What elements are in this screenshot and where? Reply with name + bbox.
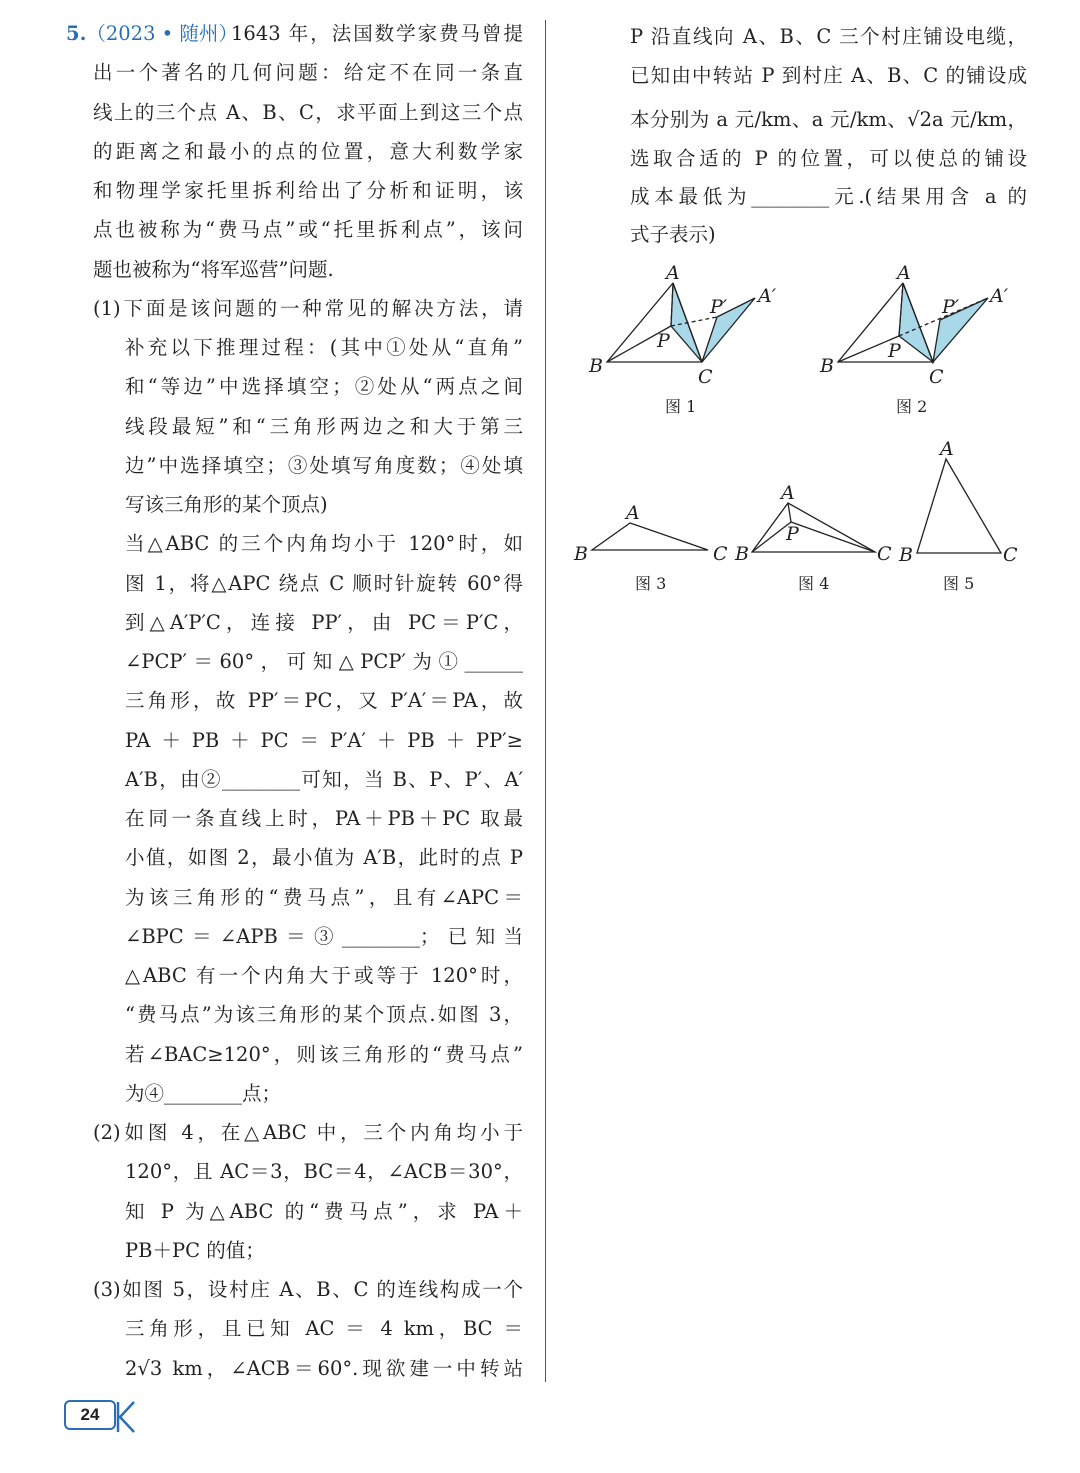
caption-fig-1: 图 1 [665, 397, 697, 416]
label-b: B [574, 543, 588, 565]
text-line: 补充以下推理过程：(其中①处从“直角” [125, 336, 523, 359]
label-p: P [786, 523, 799, 545]
text-line: 2√3 km，∠ACB＝60°.现欲建一中转站 [125, 1356, 523, 1380]
text-line: 已知由中转站 P 到村庄 A、B、C 的铺设成 [630, 64, 1027, 87]
text-line: 线段最短”和“三角形两边之和大于第三 [125, 414, 523, 438]
caption-fig-5: 图 5 [943, 574, 975, 593]
text-line: (1)下面是该问题的一种常见的解决方法，请 [93, 296, 523, 320]
text-line: 三角形，且已知 AC ＝ 4 km，BC ＝ [125, 1317, 523, 1341]
text-line: 为该三角形的“费马点”，且有∠APC＝ [125, 885, 523, 909]
text-line: ∠BPC＝∠APB＝③________；已知当 [125, 924, 523, 948]
label-c: C [877, 543, 892, 565]
text-line: 点也被称为“费马点”或“托里拆利点”，该问 [93, 218, 523, 242]
caption-fig-3: 图 3 [635, 574, 667, 593]
text-line: 小值，如图 2，最小值为 A′B，此时的点 P [125, 846, 523, 870]
problem-number: 5. [66, 22, 87, 45]
text-line: 的距离之和最小的点的位置，意大利数学家 [93, 139, 523, 163]
label-a: A [781, 482, 795, 504]
text-line: 当△ABC 的三个内角均小于 120°时，如 [125, 532, 523, 556]
text-line: 到△A′P′C，连接 PP′，由 PC＝P′C， [125, 610, 523, 634]
label-p-prime: P′ [710, 296, 728, 318]
label-p: P [657, 330, 670, 352]
text-line: 出一个著名的几何问题：给定不在同一条直 [93, 61, 523, 85]
label-b: B [820, 355, 834, 377]
figure-4 [752, 503, 875, 552]
text-line: 若∠BAC≥120°，则该三角形的“费马点” [125, 1042, 523, 1066]
label-b: B [735, 543, 749, 565]
text-line: 知 P 为△ABC 的“费马点”，求 PA＋ [125, 1199, 523, 1223]
text-line: 为④________点； [125, 1081, 282, 1105]
label-a: A [666, 262, 680, 284]
text-line: 和物理学家托里拆利给出了分析和证明，该 [93, 179, 523, 202]
text-line: 题也被称为“将军巡营”问题. [93, 257, 334, 281]
text-line: 边”中选择填空；③处填写角度数；④处填 [125, 453, 523, 477]
caption-fig-2: 图 2 [896, 397, 928, 416]
figure-5 [917, 459, 1001, 553]
text-line: A′B，由②________可知，当 B、P、P′、A′ [125, 767, 523, 791]
figure-1 [607, 283, 755, 362]
problem-source: （2023 • 随州） [86, 22, 238, 45]
figure-2 [838, 283, 988, 362]
text-line: (3)如图 5，设村庄 A、B、C 的连线构成一个 [93, 1278, 523, 1301]
figure-3 [592, 523, 708, 550]
text-line: 本分别为 a 元/km、a 元/km、√2a 元/km， [630, 108, 1027, 131]
label-p: P [888, 340, 901, 362]
text-line: “费马点”为该三角形的某个顶点.如图 3， [125, 1003, 523, 1027]
text-line: 在同一条直线上时，PA＋PB＋PC 取最 [125, 807, 523, 830]
text-line: 成本最低为________元.(结果用含 a 的 [630, 185, 1027, 208]
label-c: C [1003, 544, 1018, 566]
text-line: 120°，且 AC＝3，BC＝4，∠ACB＝30°， [125, 1160, 523, 1184]
page-number: 24 [64, 1400, 116, 1430]
text-line: 写该三角形的某个顶点) [125, 493, 328, 516]
text-line: 1643 年，法国数学家费马曾提 [231, 22, 523, 45]
text-line: 式子表示) [630, 223, 716, 246]
text-line: △ABC 有一个内角大于或等于 120°时， [125, 964, 523, 987]
text-line: 和“等边”中选择填空；②处从“两点之间 [125, 375, 523, 399]
text-line: ∠PCP′＝60°，可知△PCP′为①______ [125, 650, 523, 673]
text-line: P 沿直线向 A、B、C 三个村庄铺设电缆， [630, 25, 1027, 48]
text-line: (2)如图 4，在△ABC 中，三个内角均小于 [93, 1121, 523, 1144]
label-b: B [589, 355, 603, 377]
label-a-prime: A′ [990, 285, 1009, 307]
label-a-prime: A′ [758, 285, 777, 307]
text-line: PA＋PB＋PC＝P′A′＋PB＋PP′≥ [125, 728, 523, 752]
label-a: A [897, 262, 911, 284]
text-line: 图 1，将△APC 绕点 C 顺时针旋转 60°得 [125, 571, 523, 595]
label-c: C [698, 366, 713, 388]
label-p-prime: P′ [942, 296, 960, 318]
label-a: A [626, 502, 640, 524]
text-line: 三角形，故 PP′＝PC，又 P′A′＝PA，故 [125, 689, 523, 713]
label-b: B [899, 544, 913, 566]
text-line: 选取合适的 P 的位置，可以使总的铺设 [630, 147, 1027, 170]
label-c: C [713, 543, 728, 565]
label-c: C [929, 366, 944, 388]
label-a: A [940, 438, 954, 460]
text-line: 线上的三个点 A、B、C，求平面上到这三个点 [93, 100, 523, 124]
caption-fig-4: 图 4 [798, 574, 830, 593]
text-line: PB＋PC 的值； [125, 1238, 265, 1262]
